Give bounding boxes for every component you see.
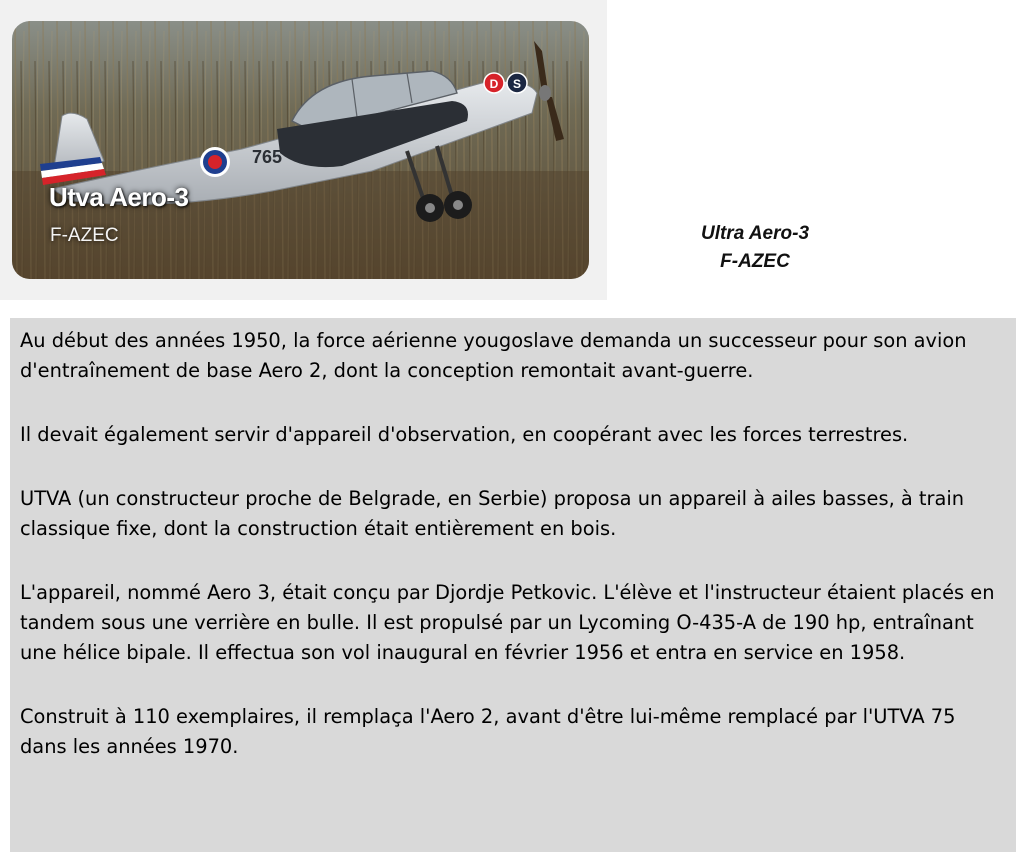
description-box bbox=[10, 318, 1016, 852]
paragraph-utva: UTVA (un constructeur proche de Belgrade, en Serbie) proposa un appareil à ailes basses, à train classique fixe, dont la construction était entièrement en bois. bbox=[20, 487, 965, 540]
paragraph-production: Construit à 110 exemplaires, il remplaça l'Aero 2, avant d'être lui-même remplacé par l'UTVA 75 dans les années 1970. bbox=[20, 705, 956, 758]
side-caption bbox=[660, 220, 850, 276]
photo-title: Utva Aero-3 bbox=[49, 182, 189, 212]
paragraph-history: Au début des années 1950, la force aérienne yougoslave demanda un successeur pour son avion d'entraînement de base Aero 2, dont la conception remontait avant-guerre. bbox=[20, 329, 967, 382]
caption-registration: F-AZEC bbox=[720, 251, 790, 272]
paragraph-observation: Il devait également servir d'appareil d'observation, en coopérant avec les forces terrestres. bbox=[20, 423, 909, 446]
photo-frame bbox=[0, 0, 607, 300]
photo-registration: F-AZEC bbox=[50, 225, 119, 246]
badge-letter-d: D bbox=[489, 77, 499, 91]
paragraph-design: L'appareil, nommé Aero 3, était conçu par Djordje Petkovic. L'élève et l'instructeur étaient placés en tandem sous une verrière en bulle. Il est propulsé par un Lycoming O-435-A de 190 hp, entraînant une hélice bipale. Il effectua son vol inaugural en février 1956 et entra en service en 1958. bbox=[20, 581, 995, 664]
caption-model: Ultra Aero-3 bbox=[700, 223, 810, 244]
badge-letter-s: S bbox=[512, 77, 522, 91]
tail-number: 765 bbox=[252, 147, 283, 167]
